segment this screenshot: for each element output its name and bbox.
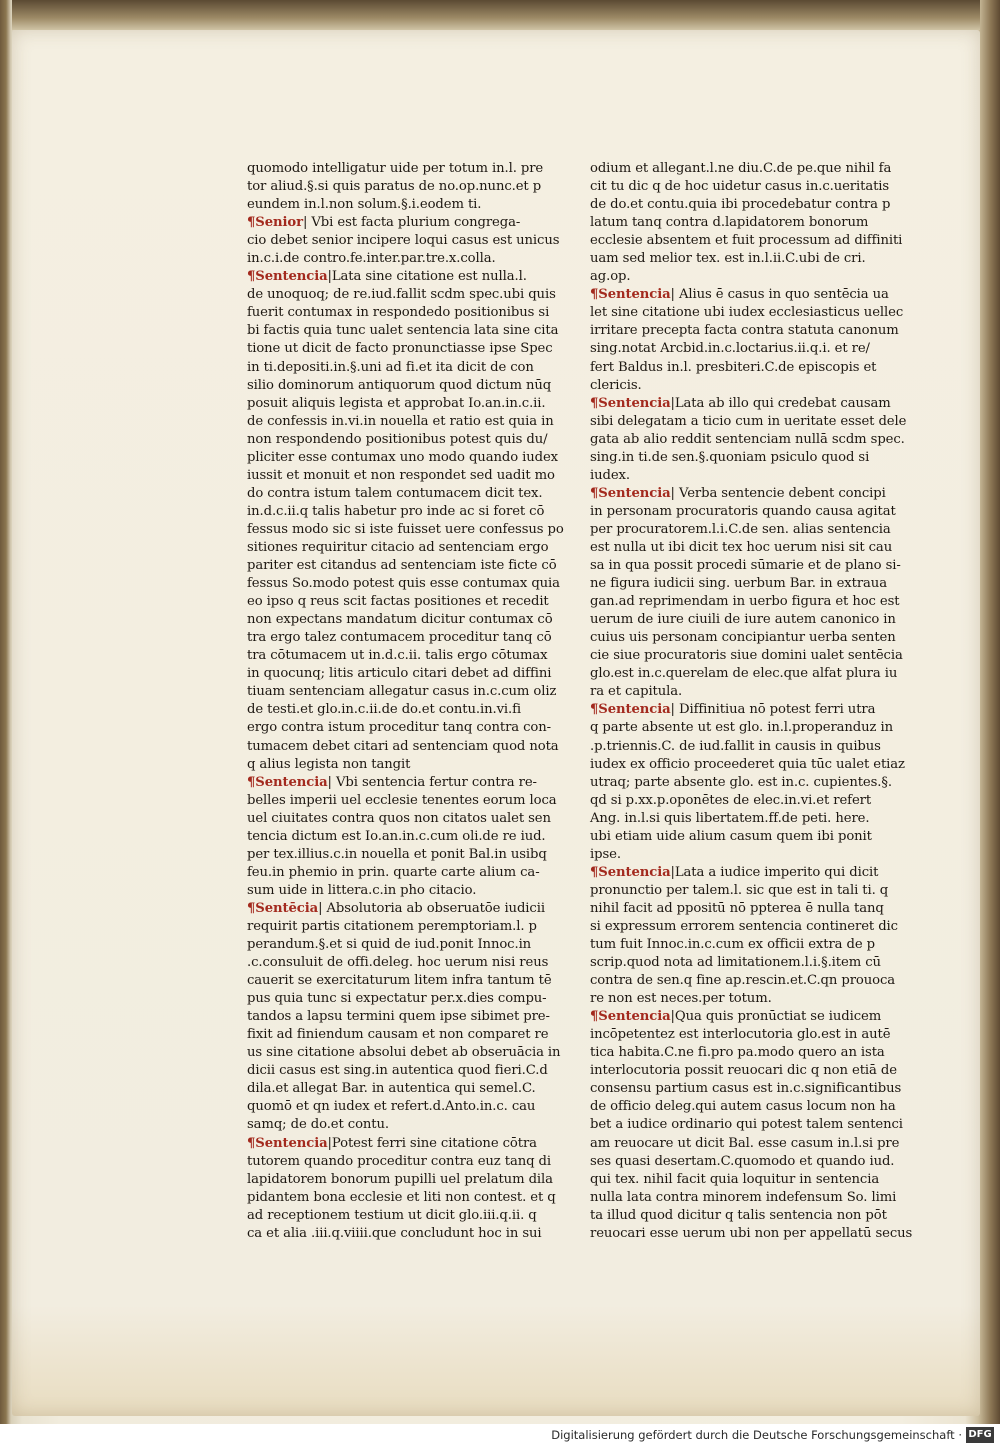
text-line: uam sed melior tex. est in.l.ii.C.ubi de cri. — [590, 251, 866, 267]
text-line: de unoquoq; de re.iud.fallit scdm spec.ubi quis — [247, 287, 556, 303]
text-line: tandos a lapsu termini quem ipse sibimet pre- — [247, 1009, 550, 1025]
text-line: tumacem debet citari ad sentenciam quod nota — [247, 738, 559, 754]
text-line: consensu partium casus est in.c.significantibus — [590, 1081, 902, 1097]
text-line: qui tex. nihil facit quia loquitur in sentencia — [590, 1171, 880, 1187]
text-line: tor aliud.§.si quis paratus de no.op.nunc.et p — [247, 179, 542, 195]
text-line: ipse. — [590, 846, 621, 862]
text-line: pus quia tunc si expectatur per.x.dies compu- — [247, 991, 547, 1007]
text-line: ne figura iudicii sing. uerbum Bar. in extraua — [590, 576, 887, 592]
text-line: tica habita.C.ne fi.pro pa.modo quero an ista — [590, 1045, 885, 1061]
text-line: sitiones requiritur citacio ad sentenciam ergo — [247, 539, 549, 555]
text-line: silio dominorum antiquorum quod dictum nūq — [247, 377, 552, 393]
text-line: in ti.depositi.in.§.uni ad fi.et ita dicit de con — [247, 359, 534, 375]
text-line: reuocari esse uerum ubi non per appellatū secus — [590, 1225, 913, 1241]
text-line: ¶Sentencia|Lata a iudice imperito qui dicit — [590, 864, 879, 880]
text-line: q parte absente ut est glo. in.l.properanduz in — [590, 720, 893, 736]
text-line: tra cōtumacem ut in.d.c.ii. talis ergo cōtumax — [247, 648, 548, 664]
text-line: clericis. — [590, 377, 642, 393]
text-line: fessus So.modo potest quis esse contumax quia — [247, 576, 560, 592]
text-line: quomodo intelligatur uide per totum in.l. pre — [247, 161, 544, 176]
text-line: scrip.quod nota ad limitationem.l.i.§.item cū — [590, 955, 881, 971]
text-line: bi factis quia tunc ualet sentencia lata sine cita — [247, 323, 559, 339]
text-line: feu.in phemio in prin. quarte carte alium ca- — [247, 864, 540, 880]
text-line: fert Baldus in.l. presbiteri.C.de episcopis et — [590, 359, 877, 375]
text-line: eo ipso q reus scit factas positiones et recedit — [247, 594, 549, 610]
text-line: de confessis in.vi.in nouella et ratio est quia in — [247, 413, 554, 429]
text-line: nihil facit ad ppositū nō ppterea ē nulla tanq — [590, 900, 884, 916]
text-line: uel ciuitates contra quos non citatos ualet sen — [247, 810, 551, 826]
text-line: ca et alia .iii.q.viiii.que concludunt hoc in sui — [247, 1225, 542, 1241]
text-line: q alius legista non tangit — [247, 756, 411, 772]
right-text-column — [590, 160, 913, 1243]
text-line: do contra istum talem contumacem dicit tex. — [247, 485, 543, 501]
left-text-column — [247, 160, 564, 1243]
text-line: in quocunq; litis articulo citari debet ad diffini — [247, 666, 552, 682]
text-line: irritare precepta facta contra statuta canonum — [590, 323, 899, 339]
text-line: per procuratorem.l.i.C.de sen. alias sentencia — [590, 521, 891, 537]
text-line: de do.et contu.quia ibi procedebatur contra p — [590, 197, 891, 213]
text-line: fixit ad finiendum causam et non comparet re — [247, 1027, 549, 1043]
text-line: ¶Senior| Vbi est facta plurium congrega- — [247, 215, 521, 231]
text-line: non respondendo positionibus potest quis du/ — [247, 431, 548, 447]
text-line: ses quasi desertam.C.quomodo et quando iud. — [590, 1153, 895, 1169]
text-line: ecclesie absentem et fuit processum ad diffiniti — [590, 233, 903, 249]
footer-credit: Digitalisierung gefördert durch die Deutsche Forschungsgemeinschaft · — [551, 1428, 962, 1442]
text-line: bet a iudice ordinario qui potest talem sentenci — [590, 1117, 903, 1133]
text-line: ¶Sentencia| Alius ē casus in quo sentēcia ua — [590, 287, 889, 303]
text-line: perandum.§.et si quid de iud.ponit Innoc.in — [247, 937, 532, 953]
text-line: cit tu dic q de hoc uidetur casus in.c.ueritatis — [590, 179, 890, 195]
text-line: fessus modo sic si iste fuisset uere confessus po — [247, 521, 564, 537]
text-line: contra de sen.q fine ap.rescin.et.C.qn prouoca — [590, 973, 896, 989]
text-line: glo.est in.c.querelam de elec.que alfat plura iu — [590, 666, 898, 682]
text-line: cuius uis personam concipiantur uerba senten — [590, 630, 896, 646]
text-line: pidantem bona ecclesie et liti non contest. et q — [247, 1189, 556, 1205]
text-line: non expectans mandatum dicitur contumax cō — [247, 612, 553, 628]
text-line: ¶Sentēcia| Absolutoria ab obseruatōe iudicii — [247, 900, 545, 916]
text-line: am reuocare ut dicit Bal. esse casum in.l.si pre — [590, 1135, 900, 1151]
text-line: iussit et monuit et non respondet sed uadit mo — [247, 467, 555, 483]
text-line: ad receptionem testium ut dicit glo.iii.q.ii. q — [247, 1207, 537, 1223]
text-line: ¶Sentencia| Diffinitiua nō potest ferri utra — [590, 702, 876, 718]
text-line: tra ergo talez contumacem proceditur tanq cō — [247, 630, 552, 646]
text-line: tione ut dicit de facto pronunctiasse ipse Spec — [247, 341, 553, 357]
text-line: sing.in ti.de sen.§.quoniam psiculo quod si — [590, 449, 870, 465]
text-line: ¶Sentencia|Qua quis pronūctiat se iudicem — [590, 1009, 882, 1025]
text-line: quomō et qn iudex et refert.d.Anto.in.c. cau — [247, 1099, 536, 1115]
page-top-edge — [12, 0, 980, 30]
text-line: ¶Sentencia|Potest ferri sine citatione cōtra — [247, 1135, 537, 1151]
text-line: iudex. — [590, 467, 630, 483]
text-line: iudex ex officio proceederet quia tūc ualet etiaz — [590, 756, 905, 772]
text-line: fuerit contumax in respondedo positionibus si — [247, 305, 550, 321]
text-line: ¶Sentencia| Vbi sentencia fertur contra re- — [247, 774, 537, 790]
text-line: uerum de iure ciuili de iure autem canonico in — [590, 612, 896, 628]
text-line: sum uide in littera.c.in pho citacio. — [247, 882, 477, 898]
text-line: in.d.c.ii.q talis habetur pro inde ac si foret cō — [247, 503, 545, 519]
text-line: ubi etiam uide alium casum quem ibi ponit — [590, 828, 872, 844]
text-line: nulla lata contra minorem indefensum So. limi — [590, 1189, 897, 1205]
text-line: requirit partis citationem peremptoriam.l. p — [247, 918, 537, 934]
text-line: dicii casus est sing.in autentica quod fieri.C.d — [247, 1063, 548, 1079]
text-line: de officio deleg.qui autem casus locum non ha — [590, 1099, 896, 1115]
text-line: posuit aliquis legista et approbat Io.an.in.c.ii. — [247, 395, 546, 411]
text-line: ¶Sentencia|Lata ab illo qui credebat causam — [590, 395, 891, 411]
text-line: odium et allegant.l.ne diu.C.de pe.que nihil fa — [590, 161, 892, 176]
text-line: sa in qua possit procedi sūmarie et de plano si- — [590, 558, 901, 574]
text-line: incōpetentez est interlocutoria glo.est in autē — [590, 1027, 891, 1043]
text-line: pronunctio per talem.l. sic que est in tali ti. q — [590, 882, 889, 898]
text-line: eundem in.l.non solum.§.i.eodem ti. — [247, 197, 482, 213]
text-line: samq; de do.et contu. — [247, 1117, 389, 1133]
text-line: .p.triennis.C. de iud.fallit in causis in quibus — [590, 738, 881, 754]
text-line: tutorem quando proceditur contra euz tanq di — [247, 1153, 551, 1169]
text-line: let sine citatione ubi iudex ecclesiasticus uellec — [590, 305, 904, 321]
text-line: est nulla ut ibi dicit tex hoc uerum nisi sit cau — [590, 539, 893, 555]
text-line: tiuam sentenciam allegatur casus in.c.cum oliz — [247, 684, 557, 700]
text-line: gata ab alio reddit sentenciam nullā scdm spec. — [590, 431, 905, 447]
text-line: re non est neces.per totum. — [590, 991, 772, 1007]
text-line: qd si p.xx.p.oponētes de elec.in.vi.et refert — [590, 792, 872, 808]
text-line: Ang. in.l.si quis libertatem.ff.de peti. here. — [590, 810, 870, 826]
text-line: lapidatorem bonorum pupilli uel prelatum dila — [247, 1171, 553, 1187]
text-line: us sine citatione absolui debet ab obseruācia in — [247, 1045, 561, 1061]
text-line: de testi.et glo.in.c.ii.de do.et contu.in.vi.fi — [247, 702, 522, 718]
text-line: in personam procuratoris quando causa agitat — [590, 503, 896, 519]
text-line: ¶Sentencia|Lata sine citatione est nulla.l. — [247, 269, 527, 285]
text-line: cauerit se exercitaturum litem infra tantum tē — [247, 973, 552, 989]
text-line: in.c.i.de contro.fe.inter.par.tre.x.colla. — [247, 251, 496, 267]
text-line: interlocutoria possit reuocari dic q non etiā de — [590, 1063, 897, 1079]
text-line: .c.consuluit de offi.deleg. hoc uerum nisi reus — [247, 955, 549, 971]
text-line: tencia dictum est Io.an.in.c.cum oli.de re iud. — [247, 828, 546, 844]
text-line: dila.et allegat Bar. in autentica qui semel.C. — [247, 1081, 536, 1097]
dfg-logo: DFG — [966, 1427, 994, 1443]
text-line: ¶Sentencia| Verba sentencie debent concipi — [590, 485, 886, 501]
text-line: si expressum errorem sentencia contineret dic — [590, 918, 898, 934]
text-line: per tex.illius.c.in nouella et ponit Bal.in usibq — [247, 846, 547, 862]
text-line: cio debet senior incipere loqui casus est unicus — [247, 233, 560, 249]
text-line: belles imperii uel ecclesie tenentes eorum loca — [247, 792, 557, 808]
text-line: gan.ad reprimendam in uerbo figura et hoc est — [590, 594, 900, 610]
text-line: ra et capitula. — [590, 684, 683, 700]
text-line: latum tanq contra d.lapidatorem bonorum — [590, 215, 869, 231]
text-line: ergo contra istum proceditur tanq contra con- — [247, 720, 551, 736]
text-line: utraq; parte absente glo. est in.c. cupientes.§. — [590, 774, 892, 790]
text-line: pariter est citandus ad sentenciam iste ficte cō — [247, 558, 557, 574]
text-line: tum fuit Innoc.in.c.cum ex officii extra de p — [590, 937, 875, 953]
text-line: sing.notat Arcbid.in.c.loctarius.ii.q.i. et re/ — [590, 341, 870, 357]
text-line: ag.op. — [590, 269, 631, 285]
text-line: ta illud quod dicitur q talis sentencia non pōt — [590, 1207, 887, 1223]
text-line: sibi delegatam a ticio cum in ueritate esset dele — [590, 413, 907, 429]
text-line: cie siue procuratoris siue domini ualet sentēcia — [590, 648, 903, 664]
text-line: pliciter esse contumax uno modo quando iudex — [247, 449, 559, 465]
